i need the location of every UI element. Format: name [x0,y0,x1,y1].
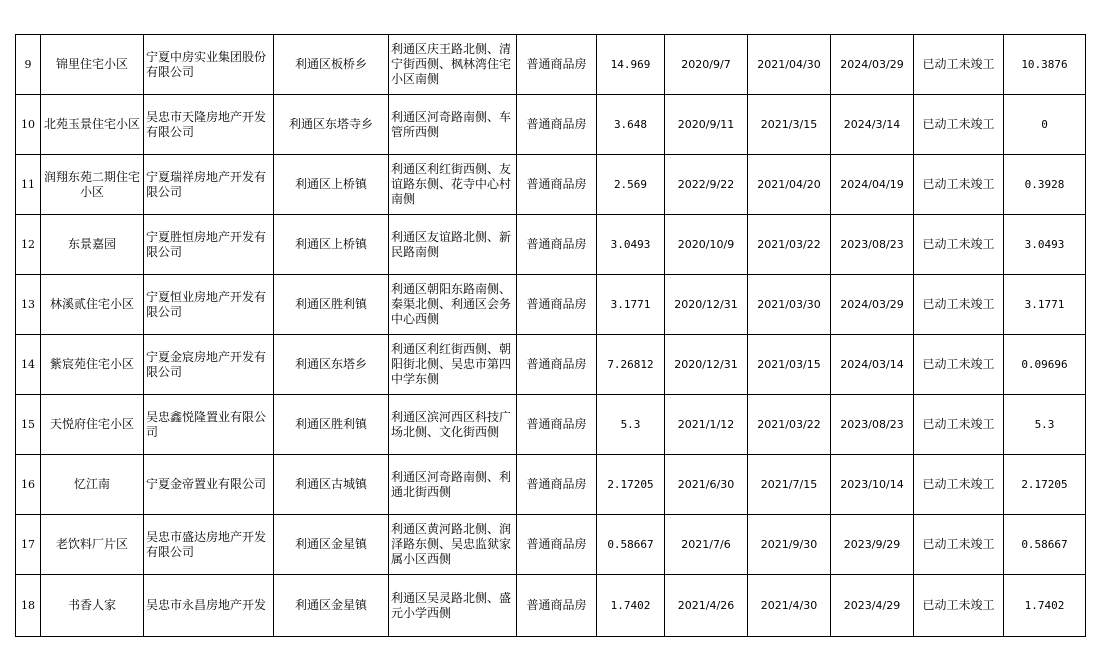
housing-type-cell: 普通商品房 [517,275,597,335]
transfer-date-cell: 2020/9/7 [665,35,748,95]
developer-name-cell: 吴忠鑫悦隆置业有限公司 [144,395,274,455]
location-description-cell: 利通区黄河路北侧、润泽路东侧、吴忠监狱家属小区西侧 [389,515,517,575]
project-name-cell: 北苑玉景住宅小区 [41,95,144,155]
transfer-date-cell: 2020/12/31 [665,335,748,395]
construction-status-cell: 已动工未竣工 [914,215,1004,275]
transfer-date-cell: 2022/9/22 [665,155,748,215]
start-date-cell: 2021/3/15 [748,95,831,155]
table-row [16,575,1086,637]
location-description-cell: 利通区河奇路南侧、利通北街西侧 [389,455,517,515]
housing-type-cell: 普通商品房 [517,35,597,95]
housing-type-cell: 普通商品房 [517,515,597,575]
location-description-cell: 利通区庆王路北侧、清宁街西侧、枫林湾住宅小区南侧 [389,35,517,95]
land-area-cell: 0.58667 [597,515,665,575]
location-description-cell: 利通区利红街西侧、朝阳街北侧、吴忠市第四中学东侧 [389,335,517,395]
completion-date-cell: 2023/08/23 [831,395,914,455]
developer-name-cell: 宁夏胜恒房地产开发有限公司 [144,215,274,275]
district-name-cell: 利通区东塔乡 [274,335,389,395]
district-name-cell: 利通区金星镇 [274,575,389,637]
project-name-cell: 东景嘉园 [41,215,144,275]
developer-name-cell: 吴忠市盛达房地产开发有限公司 [144,515,274,575]
housing-type-cell: 普通商品房 [517,335,597,395]
location-description-cell: 利通区滨河西区科技广场北侧、文化街西侧 [389,395,517,455]
land-area-cell: 3.1771 [597,275,665,335]
completion-date-cell: 2024/03/29 [831,35,914,95]
developer-name-cell: 吴忠市永昌房地产开发 [144,575,274,637]
start-date-cell: 2021/03/30 [748,275,831,335]
table-row [16,275,1086,335]
start-date-cell: 2021/03/22 [748,395,831,455]
completion-date-cell: 2024/04/19 [831,155,914,215]
developer-name-cell: 宁夏中房实业集团股份有限公司 [144,35,274,95]
completion-date-cell: 2024/03/14 [831,335,914,395]
completion-date-cell: 2024/03/29 [831,275,914,335]
land-supply-table-page [15,34,1086,637]
project-name-cell: 书香人家 [41,575,144,637]
table-row [16,215,1086,275]
transfer-date-cell: 2021/6/30 [665,455,748,515]
land-area-cell: 3.648 [597,95,665,155]
developer-name-cell: 宁夏瑞祥房地产开发有限公司 [144,155,274,215]
table-body [16,35,1086,637]
developer-name-cell: 宁夏恒业房地产开发有限公司 [144,275,274,335]
remaining-area-cell: 1.7402 [1004,575,1086,637]
location-description-cell: 利通区吴灵路北侧、盛元小学西侧 [389,575,517,637]
project-name-cell: 天悦府住宅小区 [41,395,144,455]
row-number-cell: 17 [16,515,41,575]
remaining-area-cell: 0.09696 [1004,335,1086,395]
completion-date-cell: 2023/4/29 [831,575,914,637]
table-row [16,155,1086,215]
start-date-cell: 2021/4/30 [748,575,831,637]
start-date-cell: 2021/9/30 [748,515,831,575]
construction-status-cell: 已动工未竣工 [914,35,1004,95]
housing-type-cell: 普通商品房 [517,215,597,275]
table-row [16,515,1086,575]
project-name-cell: 忆江南 [41,455,144,515]
land-area-cell: 14.969 [597,35,665,95]
project-name-cell: 紫宸苑住宅小区 [41,335,144,395]
table-row [16,395,1086,455]
row-number-cell: 12 [16,215,41,275]
remaining-area-cell: 5.3 [1004,395,1086,455]
land-area-cell: 2.569 [597,155,665,215]
transfer-date-cell: 2021/1/12 [665,395,748,455]
developer-name-cell: 宁夏金宸房地产开发有限公司 [144,335,274,395]
row-number-cell: 16 [16,455,41,515]
table-row [16,35,1086,95]
table-row [16,455,1086,515]
completion-date-cell: 2024/3/14 [831,95,914,155]
start-date-cell: 2021/7/15 [748,455,831,515]
land-area-cell: 2.17205 [597,455,665,515]
district-name-cell: 利通区金星镇 [274,515,389,575]
district-name-cell: 利通区上桥镇 [274,155,389,215]
construction-status-cell: 已动工未竣工 [914,155,1004,215]
housing-type-cell: 普通商品房 [517,395,597,455]
location-description-cell: 利通区朝阳东路南侧、秦渠北侧、利通区会务中心西侧 [389,275,517,335]
housing-type-cell: 普通商品房 [517,155,597,215]
project-name-cell: 老饮料厂片区 [41,515,144,575]
row-number-cell: 18 [16,575,41,637]
transfer-date-cell: 2020/9/11 [665,95,748,155]
transfer-date-cell: 2020/10/9 [665,215,748,275]
district-name-cell: 利通区东塔寺乡 [274,95,389,155]
row-number-cell: 9 [16,35,41,95]
housing-type-cell: 普通商品房 [517,95,597,155]
completion-date-cell: 2023/08/23 [831,215,914,275]
remaining-area-cell: 0 [1004,95,1086,155]
table-row [16,335,1086,395]
remaining-area-cell: 3.1771 [1004,275,1086,335]
construction-status-cell: 已动工未竣工 [914,275,1004,335]
project-name-cell: 润翔东苑二期住宅小区 [41,155,144,215]
remaining-area-cell: 2.17205 [1004,455,1086,515]
developer-name-cell: 吴忠市天隆房地产开发有限公司 [144,95,274,155]
construction-status-cell: 已动工未竣工 [914,575,1004,637]
land-area-cell: 5.3 [597,395,665,455]
project-name-cell: 林溪贰住宅小区 [41,275,144,335]
district-name-cell: 利通区板桥乡 [274,35,389,95]
land-area-cell: 7.26812 [597,335,665,395]
remaining-area-cell: 10.3876 [1004,35,1086,95]
row-number-cell: 14 [16,335,41,395]
remaining-area-cell: 0.3928 [1004,155,1086,215]
completion-date-cell: 2023/10/14 [831,455,914,515]
developer-name-cell: 宁夏金帝置业有限公司 [144,455,274,515]
location-description-cell: 利通区友谊路北侧、新民路南侧 [389,215,517,275]
start-date-cell: 2021/04/20 [748,155,831,215]
row-number-cell: 10 [16,95,41,155]
table-row [16,95,1086,155]
district-name-cell: 利通区胜利镇 [274,395,389,455]
start-date-cell: 2021/04/30 [748,35,831,95]
construction-status-cell: 已动工未竣工 [914,515,1004,575]
remaining-area-cell: 3.0493 [1004,215,1086,275]
construction-status-cell: 已动工未竣工 [914,455,1004,515]
row-number-cell: 13 [16,275,41,335]
district-name-cell: 利通区古城镇 [274,455,389,515]
project-name-cell: 锦里住宅小区 [41,35,144,95]
start-date-cell: 2021/03/15 [748,335,831,395]
land-area-cell: 3.0493 [597,215,665,275]
land-supply-table [15,34,1086,637]
row-number-cell: 11 [16,155,41,215]
land-area-cell: 1.7402 [597,575,665,637]
location-description-cell: 利通区利红街西侧、友谊路东侧、花寺中心村南侧 [389,155,517,215]
transfer-date-cell: 2020/12/31 [665,275,748,335]
construction-status-cell: 已动工未竣工 [914,395,1004,455]
construction-status-cell: 已动工未竣工 [914,335,1004,395]
district-name-cell: 利通区上桥镇 [274,215,389,275]
housing-type-cell: 普通商品房 [517,575,597,637]
completion-date-cell: 2023/9/29 [831,515,914,575]
row-number-cell: 15 [16,395,41,455]
transfer-date-cell: 2021/7/6 [665,515,748,575]
remaining-area-cell: 0.58667 [1004,515,1086,575]
start-date-cell: 2021/03/22 [748,215,831,275]
district-name-cell: 利通区胜利镇 [274,275,389,335]
construction-status-cell: 已动工未竣工 [914,95,1004,155]
housing-type-cell: 普通商品房 [517,455,597,515]
location-description-cell: 利通区河奇路南侧、车管所西侧 [389,95,517,155]
transfer-date-cell: 2021/4/26 [665,575,748,637]
